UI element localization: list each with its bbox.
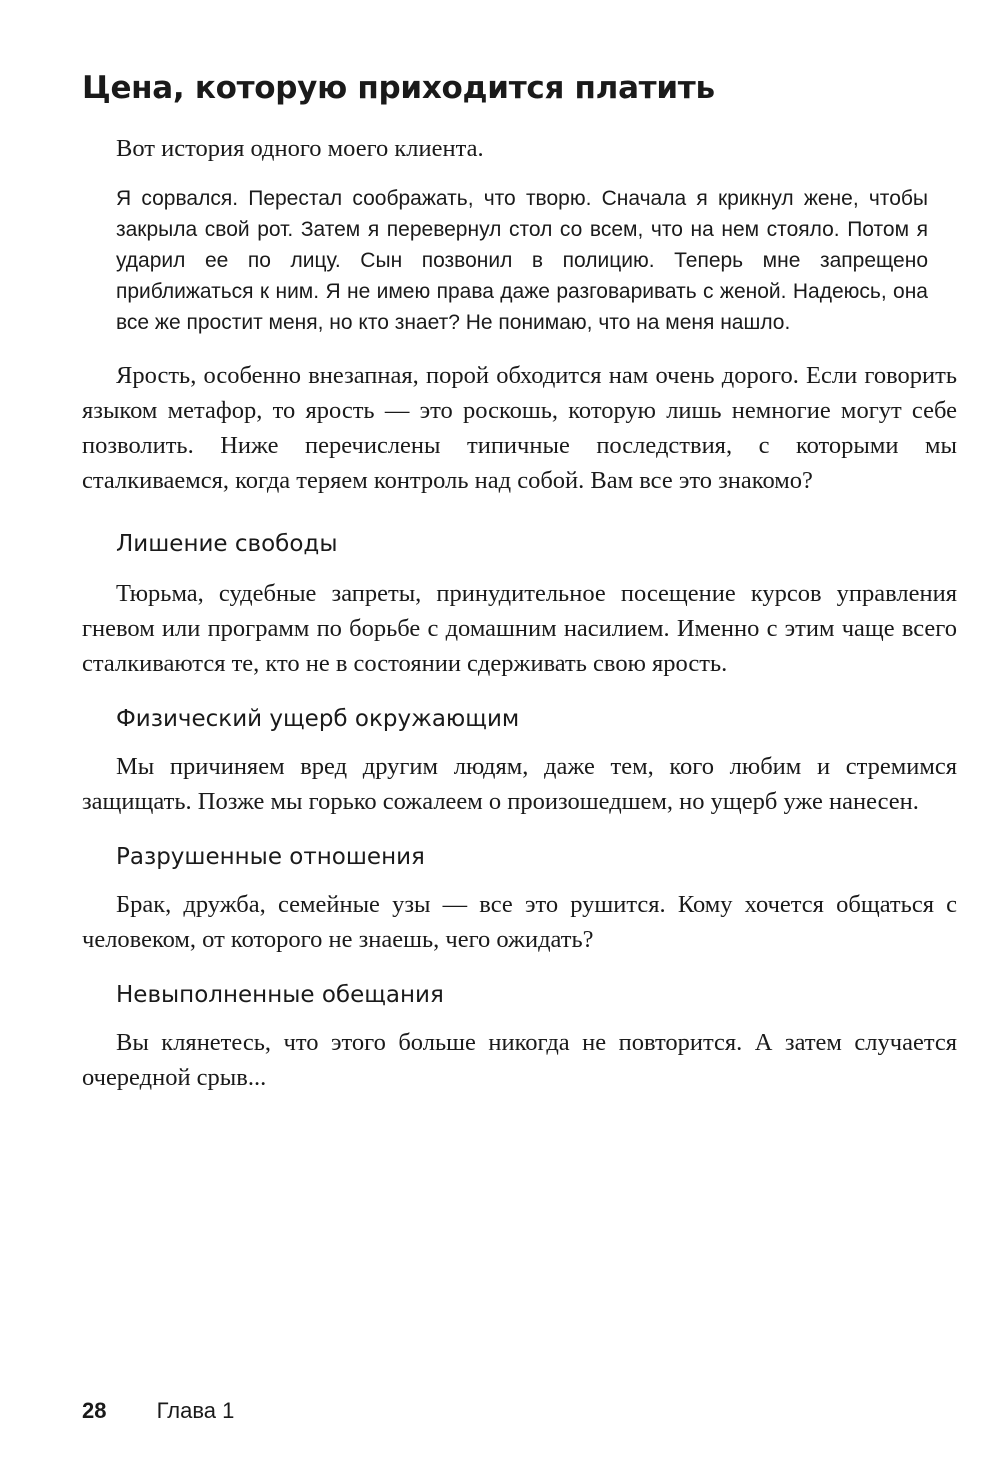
section-text-promises: Вы клянетесь, что этого больше никогда не повторится. А затем случается очередной срыв...: [82, 1028, 957, 1091]
intro-paragraph: Ярость, особенно внезапная, порой обходится нам очень дорого. Если говорить языком метафор, то ярость — это роскошь, которую лишь немногие могут себе позволить. Ниже перечислены типичные последствия, с которыми мы сталкиваемся, когда теряем контроль над собой. Вам все это знакомо?: [82, 362, 957, 495]
chapter-label: Глава 1: [156, 1398, 235, 1423]
section-text-physical-harm: Мы причиняем вред другим людям, даже тем, кого любим и стремимся защищать. Позже мы горько сожалеем о произошедшем, но ущерб уже нанесен.: [82, 752, 957, 815]
page-number: 28: [82, 1398, 107, 1423]
page-footer: [82, 1398, 234, 1424]
section-title-relationships: Разрушенные отношения: [116, 843, 425, 870]
client-quote: Я сорвался. Перестал соображать, что творю. Сначала я крикнул жене, чтобы закрыла свой рот. Затем я перевернул стол со всем, что на нем стояло. Потом я ударил ее по лицу. Сын позвонил в полицию. Теперь мне запрещено приближаться к ним. Я не имею права даже разговаривать с женой. Надеюсь, она все же простит меня, но кто знает? Не понимаю, что на меня нашло.: [116, 187, 928, 335]
section-title-freedom: Лишение свободы: [116, 531, 338, 558]
section-text-relationships: Брак, дружба, семейные узы — все это рушится. Кому хочется общаться с человеком, от которого не знаешь, чего ожидать?: [82, 890, 957, 953]
page-content: [82, 70, 957, 1095]
intro-line: Вот история одного моего клиента.: [116, 135, 484, 163]
section-title-physical-harm: Физический ущерб окружающим: [116, 705, 520, 732]
section-text-freedom: Тюрьма, судебные запреты, принудительное посещение курсов управления гневом или программ по борьбе с домашним насилием. Именно с этим чаще всего сталкиваются те, кто не в состоянии сдерживать свою ярость.: [82, 579, 957, 677]
chapter-title: Цена, которую приходится платить: [82, 70, 715, 106]
section-title-promises: Невыполненные обещания: [116, 981, 444, 1008]
